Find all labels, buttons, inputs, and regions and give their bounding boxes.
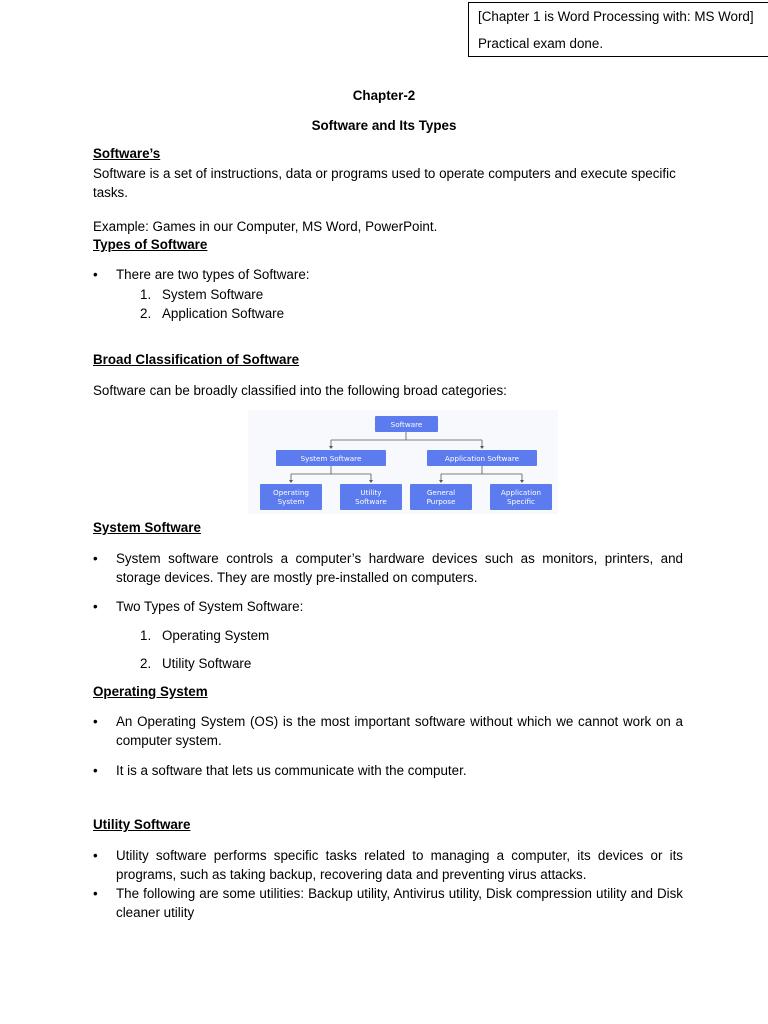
bullet-text: An Operating System (OS) is the most important software without which we cannot work on a computer system.	[116, 714, 683, 748]
bullet-dot: •	[93, 714, 98, 729]
bullet-text: It is a software that lets us communicate with the computer.	[116, 763, 467, 778]
diagram-node-utility-software	[340, 484, 402, 510]
bullet-dot: •	[93, 551, 98, 566]
note-line-2: Practical exam done.	[478, 36, 604, 51]
bullet-dot: •	[93, 763, 98, 778]
bullet-text: Utility software performs specific tasks related to managing a computer, its devices or its programs, such as taking backup, recovering data and preventing virus attacks.	[116, 848, 683, 882]
diagram-node-system-software: System Software	[276, 450, 386, 466]
node-label-line: Purpose	[426, 497, 456, 506]
node-label-line: Software	[355, 497, 387, 506]
note-line-1: [Chapter 1 is Word Processing with: MS Word]	[478, 9, 754, 24]
bullet-dot: •	[93, 848, 98, 863]
node-label-line: System	[277, 497, 305, 506]
chapter-title: Chapter-2	[352, 88, 416, 103]
software-definition: Software is a set of instructions, data or programs used to operate computers and execute specific tasks.	[93, 166, 676, 200]
list-number: 2.	[140, 306, 152, 321]
node-label-line: General	[426, 488, 456, 497]
software-classification-diagram	[248, 410, 558, 514]
node-label-line: Operating	[273, 488, 309, 497]
list-text: Application Software	[162, 306, 285, 321]
diagram-node-application-specific	[490, 484, 552, 510]
heading-system-software: System Software	[93, 520, 201, 535]
list-number: 1.	[140, 287, 152, 302]
bullet-dot: •	[93, 267, 98, 282]
list-number: 1.	[140, 628, 152, 643]
list-item	[140, 654, 251, 673]
chapter-note-box	[468, 2, 768, 57]
heading-operating-system: Operating System	[93, 684, 208, 699]
list-item	[140, 304, 284, 323]
diagram-node-general-purpose	[410, 484, 472, 510]
bullet-dot: •	[93, 886, 98, 901]
list-text: Utility Software	[162, 656, 252, 671]
list-text: System Software	[162, 287, 264, 302]
bullet-text: System software controls a computer’s hardware devices such as monitors, printers, and storage devices. They are mostly pre-installed on computers.	[116, 551, 683, 585]
list-item	[140, 285, 263, 304]
broad-intro: Software can be broadly classified into the following broad categories:	[93, 383, 507, 398]
bullet-text: There are two types of Software:	[116, 267, 310, 282]
bullet-dot: •	[93, 599, 98, 614]
bullet-text: The following are some utilities: Backup utility, Antivirus utility, Disk compression utility and Disk cleaner utility	[116, 886, 683, 920]
chapter-subtitle: Software and Its Types	[311, 118, 457, 133]
diagram-node-application-software: Application Software	[427, 450, 537, 466]
heading-broad-classification: Broad Classification of Software	[93, 352, 300, 367]
node-label-line: Specific	[507, 497, 535, 506]
diagram-node-software: Software	[375, 416, 438, 432]
node-label-line: Utility	[360, 488, 382, 497]
diagram-node-operating-system	[260, 484, 322, 510]
bullet-text: Two Types of System Software:	[116, 599, 304, 614]
node-label-line: Application	[500, 488, 542, 497]
software-example: Example: Games in our Computer, MS Word, PowerPoint.	[93, 219, 438, 234]
heading-softwares: Software’s	[93, 146, 161, 161]
heading-utility-software: Utility Software	[93, 817, 191, 832]
list-text: Operating System	[162, 628, 270, 643]
list-number: 2.	[140, 656, 152, 671]
list-item	[140, 626, 269, 645]
heading-types-of-software: Types of Software	[93, 237, 208, 252]
